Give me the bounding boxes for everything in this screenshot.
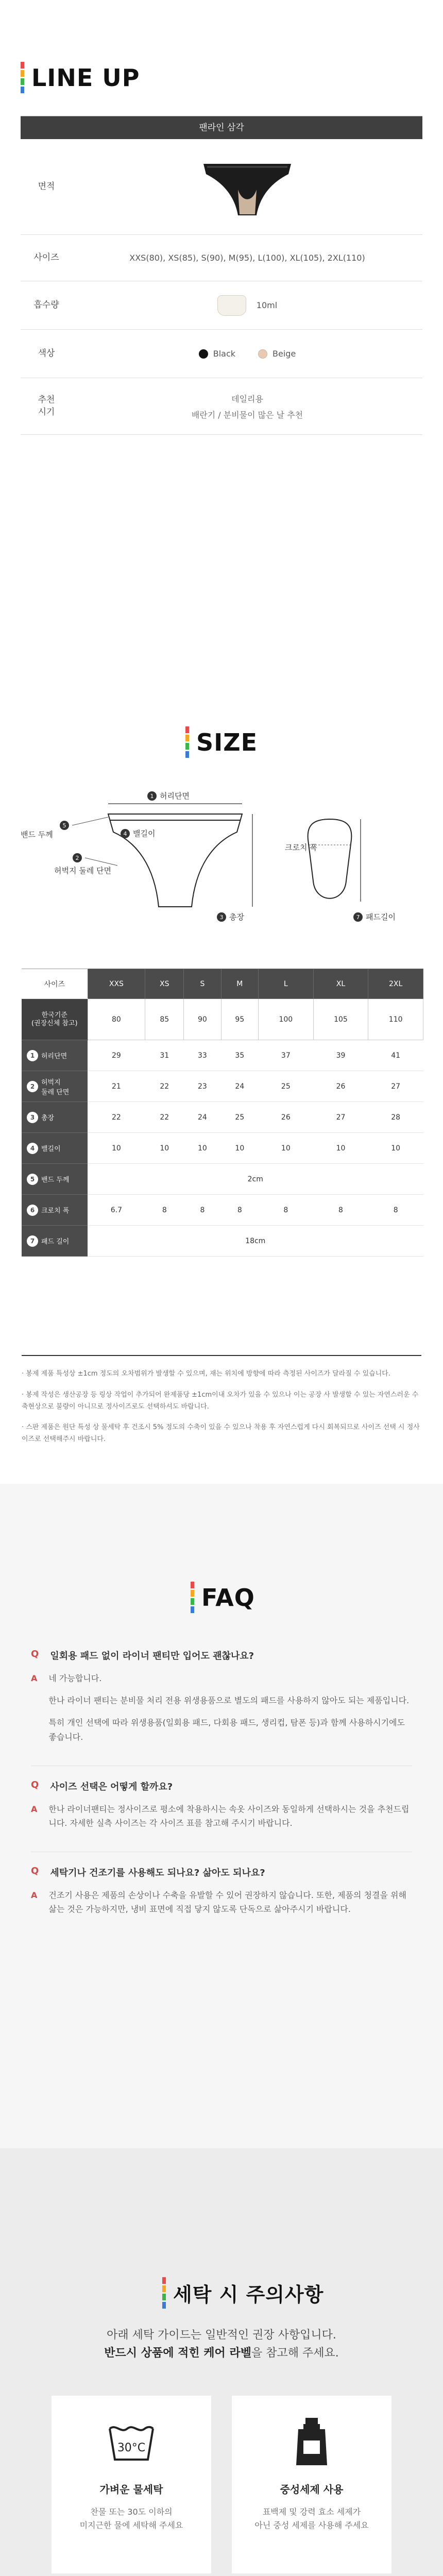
cell: 80 xyxy=(88,999,145,1040)
cell: 41 xyxy=(368,1040,423,1071)
heading-color-bar-icon xyxy=(191,1582,194,1613)
diagram-num: 1 xyxy=(150,793,154,800)
row-header xyxy=(22,1164,88,1195)
row-label: 밸길이 xyxy=(41,1145,61,1153)
cell: 22 xyxy=(145,1102,184,1133)
panty-image xyxy=(196,154,299,221)
row-label: 추천 시기 xyxy=(38,394,55,417)
size-row xyxy=(22,1133,423,1164)
care-card xyxy=(52,2396,211,2573)
faq-answer: 한나 라이너팬티는 정사이즈로 평소에 착용하시는 속옷 사이즈와 동일하게 선택하시는 것을 추천드립니다. 자세한 실측 사이즈는 각 사이즈 표를 참고해 주시기 바랍니다. xyxy=(48,1804,410,1828)
size-row xyxy=(22,1071,423,1102)
cell: 85 xyxy=(145,999,184,1040)
row-label: 패드 길이 xyxy=(41,1238,70,1246)
care-card xyxy=(232,2396,391,2573)
cell: 33 xyxy=(184,1040,221,1071)
intro-bold: 반드시 상품에 적힌 케어 라벨 xyxy=(104,2347,251,2360)
row-label: 흡수량 xyxy=(33,299,59,310)
row-number-icon: 6 xyxy=(27,1205,38,1216)
cell: 27 xyxy=(368,1071,423,1102)
cell: 23 xyxy=(184,1071,221,1102)
cell: 26 xyxy=(313,1071,368,1102)
row-header xyxy=(22,1226,88,1257)
cell: 6.7 xyxy=(88,1195,145,1226)
heading-color-bar-icon xyxy=(21,62,24,93)
faq-item: Q 일회용 패드 없이 라이너 팬티만 입어도 괜찮나요? A 네 가능합니다. 한나 라이너 팬티는 분비물 처리 전용 위생용품으로 별도의 패드를 사용하지 않아도 되는 제품입니다. 특히 개인 선택에 따라 위생용품(일회용 패드, 다회용 패드, 생리컵, 탐폰 등)과 함께 사용하시기에도 좋습니다. xyxy=(31,1649,412,1766)
cell: 110 xyxy=(368,999,423,1040)
row-number-icon: 7 xyxy=(27,1235,38,1247)
size-row xyxy=(22,1102,423,1133)
size-title: SIZE xyxy=(196,728,258,756)
care-title: 세탁 시 주의사항 xyxy=(173,2283,324,2306)
lineup-title: LINE UP xyxy=(31,63,140,92)
cell: 35 xyxy=(221,1040,258,1071)
row-header xyxy=(22,1133,88,1164)
care-intro xyxy=(0,2326,443,2362)
row-label: 면적 xyxy=(38,181,55,192)
cell: 10 xyxy=(259,1133,314,1164)
size-col: 2XL xyxy=(368,969,423,999)
svg-text:밴드 두께: 밴드 두께 xyxy=(21,830,53,839)
faq-section xyxy=(0,1484,443,2148)
cell: 10 xyxy=(145,1133,184,1164)
cell: 10 xyxy=(368,1133,423,1164)
size-header-row xyxy=(22,969,423,999)
diagram-label-waist: 허리단면 xyxy=(160,791,190,801)
size-row xyxy=(22,1226,423,1257)
cell: 26 xyxy=(259,1102,314,1133)
note: · 스판 제품은 원단 특성 상 물세탁 후 건조시 5% 정도의 수축이 있을 수 있으나 착용 후 자연스럽게 다시 회복되므로 사이즈 선택 시 정사이즈로 선택해주시 바랍니다. xyxy=(22,1423,420,1443)
cell: 8 xyxy=(145,1195,184,1226)
cell: 95 xyxy=(221,999,258,1040)
care-heading xyxy=(162,2277,323,2309)
cell: 8 xyxy=(313,1195,368,1226)
faq-answer: 네 가능합니다. xyxy=(48,1673,102,1683)
faq-heading xyxy=(191,1582,255,1613)
lineup-row-recommend xyxy=(21,378,422,435)
row-label: 밴드 두께 xyxy=(41,1176,70,1184)
faq-question: 사이즈 선택은 어떻게 할까요? xyxy=(50,1781,173,1792)
cell: 29 xyxy=(88,1040,145,1071)
row-number-icon: 3 xyxy=(27,1112,38,1123)
size-row xyxy=(22,1195,423,1226)
lineup-row-image xyxy=(21,139,422,235)
row-header xyxy=(22,1040,88,1071)
cell: 27 xyxy=(313,1102,368,1133)
svg-text:2: 2 xyxy=(75,855,79,861)
cell: 28 xyxy=(368,1102,423,1133)
cell: 8 xyxy=(259,1195,314,1226)
cell: 31 xyxy=(145,1040,184,1071)
heading-color-bar-icon xyxy=(162,2277,166,2309)
row-header xyxy=(22,1071,88,1102)
rec-line: 배란기 / 분비물이 많은 날 추천 xyxy=(191,410,303,420)
row-header xyxy=(22,1102,88,1133)
note: · 봉제 제품 특성상 ±1cm 정도의 오차범위가 발생할 수 있으며, 재는 위치에 방향에 따라 측정된 사이즈가 달라질 수 있습니다. xyxy=(22,1370,390,1378)
size-diagram xyxy=(0,783,443,938)
cell: 37 xyxy=(259,1040,314,1071)
care-card-desc: 표백제 및 강력 효소 세제가 아닌 중성 세제를 사용해 주세요 xyxy=(254,2507,369,2530)
svg-text:패드길이: 패드길이 xyxy=(366,912,396,922)
cell: 24 xyxy=(221,1071,258,1102)
lineup-heading xyxy=(21,62,140,93)
cell: 25 xyxy=(221,1102,258,1133)
heading-color-bar-icon xyxy=(185,726,189,758)
size-col: XS xyxy=(145,969,184,999)
row-number-icon: 5 xyxy=(27,1174,38,1185)
cell: 8 xyxy=(184,1195,221,1226)
svg-text:30°C: 30°C xyxy=(117,2442,146,2454)
cell: 90 xyxy=(184,999,221,1040)
cell: 22 xyxy=(145,1071,184,1102)
product-name: 팬라인 삼각 xyxy=(21,116,422,139)
svg-text:총장: 총장 xyxy=(229,912,244,922)
size-col: M xyxy=(221,969,258,999)
svg-text:3: 3 xyxy=(219,914,224,921)
size-section xyxy=(0,649,443,1484)
lineup-row-absorb xyxy=(21,281,422,330)
absorb-value: 10ml xyxy=(256,300,278,310)
rec-line: 데일리용 xyxy=(231,394,263,404)
care-section xyxy=(0,2148,443,2576)
color-black: Black xyxy=(199,349,235,359)
lineup-row-size xyxy=(21,235,422,281)
row-label: 사이즈 xyxy=(33,252,59,263)
svg-text:7: 7 xyxy=(356,914,360,921)
row-number-icon: 4 xyxy=(27,1143,38,1154)
cell: 21 xyxy=(88,1071,145,1102)
cell: 8 xyxy=(221,1195,258,1226)
merged-cell: 18cm xyxy=(88,1226,423,1257)
svg-text:허벅지 둘레 단면: 허벅지 둘레 단면 xyxy=(54,866,111,875)
care-card-title: 중성세제 사용 xyxy=(280,2483,344,2496)
faq-item: Q 사이즈 선택은 어떻게 할까요? A 한나 라이너팬티는 정사이즈로 평소에 착용하시는 속옷 사이즈와 동일하게 선택하시는 것을 추천드립니다. 자세한 실측 사이즈는 각 사이즈 표를 참고해 주시기 바랍니다. xyxy=(31,1780,412,1852)
row-label: 총장 xyxy=(41,1114,55,1122)
cell: 105 xyxy=(313,999,368,1040)
faq-question: 세탁기나 건조기를 사용해도 되나요? 삶아도 되나요? xyxy=(50,1868,265,1879)
wash-30-icon xyxy=(103,2413,160,2470)
faq-title: FAQ xyxy=(201,1583,255,1612)
size-col: S xyxy=(184,969,221,999)
cell: 10 xyxy=(88,1133,145,1164)
row-header xyxy=(22,1195,88,1226)
note: · 봉제 작성은 생산공장 등 링상 작업이 추가되어 완제품당 ±1cm이내 오차가 있을 수 있으나 이는 공장 사 발생할 수 있는 자연스러운 수축현상으로 불량이 아니므로 정사이즈로도 선택하셔도 바랍니다. xyxy=(22,1391,419,1411)
row-label: 색상 xyxy=(38,348,55,359)
cell: 10 xyxy=(221,1133,258,1164)
size-notes xyxy=(22,1355,421,1455)
cell: 10 xyxy=(313,1133,368,1164)
svg-text:4: 4 xyxy=(123,831,127,837)
size-row xyxy=(22,1164,423,1195)
size-row xyxy=(22,1040,423,1071)
care-card-title: 가벼운 물세탁 xyxy=(99,2483,163,2496)
faq-list xyxy=(31,1649,412,1952)
svg-text:밸길이: 밸길이 xyxy=(133,829,156,838)
faq-answer: 한나 라이너 팬티는 분비물 처리 전용 위생용품으로 별도의 패드를 사용하지 않아도 되는 제품입니다. xyxy=(48,1696,410,1706)
faq-item: Q 세탁기나 건조기를 사용해도 되나요? 삶아도 되나요? A 건조기 사용은 제품의 손상이나 수축을 유발할 수 있어 권장하지 않습니다. 또한, 제품의 청결을 위해 삶는 것은 가능하지만, 냉비 표면에 직접 닿지 않도록 단독으로 삶아주시기 바랍니다. xyxy=(31,1866,412,1938)
cell: 22 xyxy=(88,1102,145,1133)
lineup-section xyxy=(0,0,443,649)
row-label: 허벅지 둘레 단면 xyxy=(41,1078,70,1096)
korea-size-row xyxy=(22,999,423,1040)
care-card-desc: 찬물 또는 30도 이하의 미지근한 물에 세탁해 주세요 xyxy=(79,2507,183,2530)
svg-text:크로치 폭: 크로치 폭 xyxy=(285,843,317,852)
row-header: 한국기준 (권장신체 참고) xyxy=(22,999,88,1040)
row-label: 크로치 폭 xyxy=(41,1207,70,1215)
size-table xyxy=(22,969,423,1257)
neutral-detergent-icon xyxy=(283,2413,340,2470)
size-list: XXS(80), XS(85), S(90), M(95), L(100), XL(105), 2XL(110) xyxy=(129,253,365,263)
row-number-icon: 1 xyxy=(27,1050,38,1061)
svg-text:5: 5 xyxy=(62,822,66,829)
intro-rest: 을 참고해 주세요. xyxy=(251,2347,339,2360)
row-number-icon: 2 xyxy=(27,1081,38,1092)
cell: 8 xyxy=(368,1195,423,1226)
merged-cell: 2cm xyxy=(88,1164,423,1195)
size-col: L xyxy=(259,969,314,999)
row-label: 허리단면 xyxy=(41,1053,67,1060)
faq-answer: 건조기 사용은 제품의 손상이나 수축을 유발할 수 있어 권장하지 않습니다. 또한, 제품의 청결을 위해 삶는 것은 가능하지만, 냉비 표면에 직접 닿지 않도록 단독으로 삶아주시기 바랍니다. xyxy=(48,1890,406,1914)
size-heading xyxy=(185,726,258,758)
care-grid xyxy=(52,2396,391,2576)
intro-line: 아래 세탁 가이드는 일반적인 권장 사항입니다. xyxy=(107,2329,336,2342)
color-beige: Beige xyxy=(258,349,296,359)
cell: 39 xyxy=(313,1040,368,1071)
cell: 25 xyxy=(259,1071,314,1102)
cell: 10 xyxy=(184,1133,221,1164)
size-col: XL xyxy=(313,969,368,999)
pad-icon xyxy=(217,295,246,316)
faq-answer: 특히 개인 선택에 따라 위생용품(일회용 패드, 다회용 패드, 생리컵, 탐폰 등)과 함께 사용하시기에도 좋습니다. xyxy=(48,1718,405,1742)
cell: 24 xyxy=(184,1102,221,1133)
cell: 100 xyxy=(259,999,314,1040)
lineup-row-color xyxy=(21,330,422,378)
size-corner: 사이즈 xyxy=(22,969,88,999)
faq-question: 일회용 패드 없이 라이너 팬티만 입어도 괜찮나요? xyxy=(50,1651,254,1662)
lineup-table xyxy=(21,116,422,435)
size-col: XXS xyxy=(88,969,145,999)
